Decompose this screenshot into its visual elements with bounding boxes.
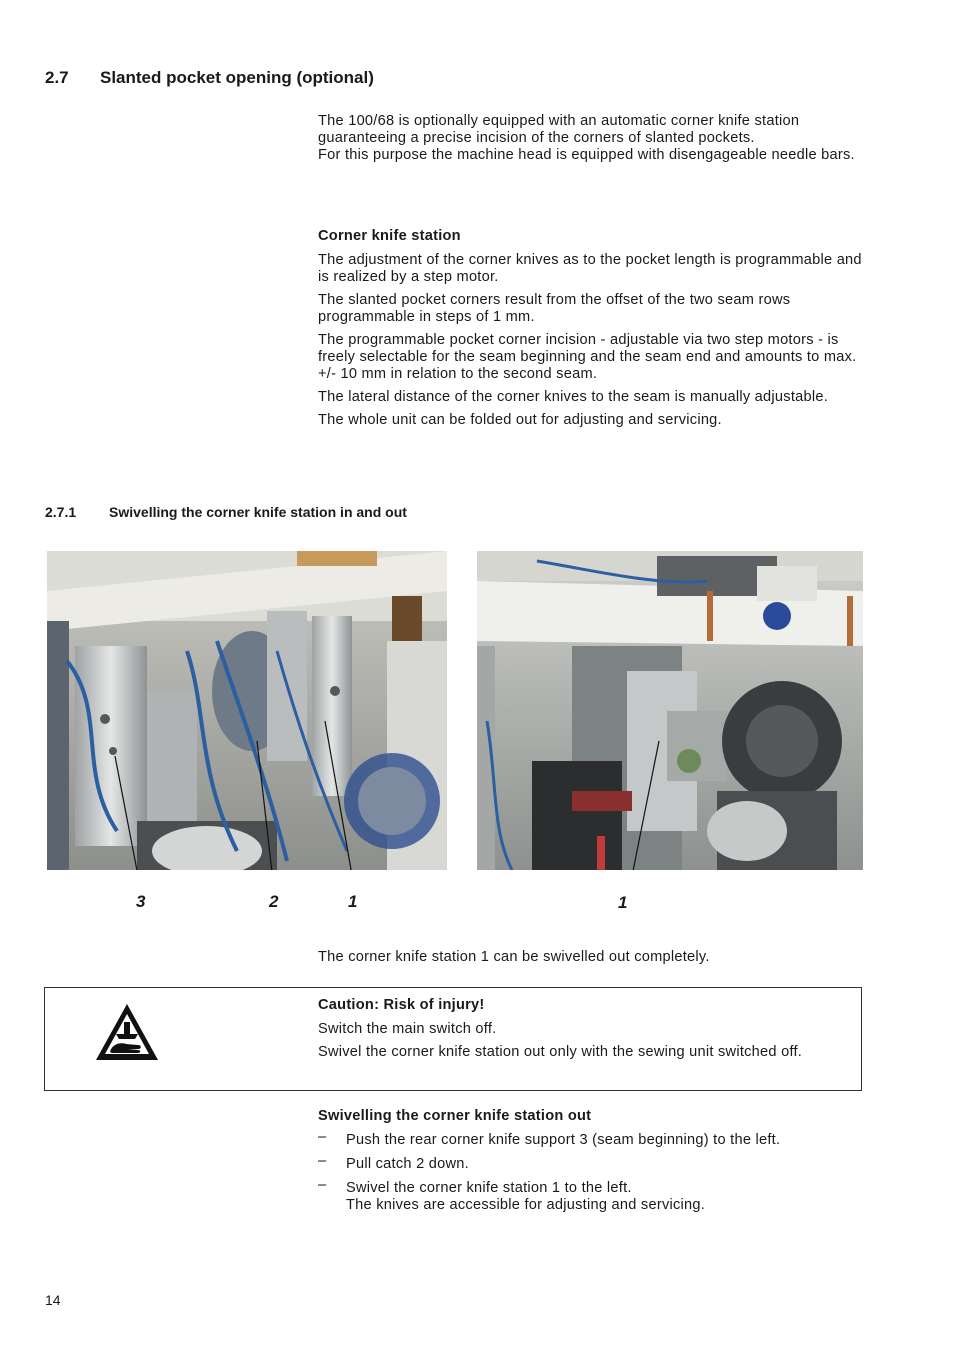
intro-text <box>318 113 868 164</box>
corner-knife-paragraph: The lateral distance of the corner knives to the seam is manually adjustable. <box>318 389 829 405</box>
caution-box <box>44 987 862 1091</box>
procedure-step <box>318 1129 868 1149</box>
procedure-heading: Swivelling the corner knife station out <box>318 1108 592 1124</box>
photo-right-machine <box>477 551 863 870</box>
corner-knife-paragraph: The adjustment of the corner knives as to the pocket length is programmable and is realized by a step motor. <box>318 252 862 285</box>
procedure-steps <box>318 1129 868 1214</box>
step-text: Push the rear corner knife support 3 (seam beginning) to the left. <box>346 1132 781 1148</box>
callout-label-1: 1 <box>348 892 358 911</box>
page-number: 14 <box>45 1292 61 1308</box>
subsection-number: 2.7.1 <box>45 504 77 520</box>
photo-left-machine <box>47 551 447 870</box>
intro-paragraph: The 100/68 is optionally equipped with an automatic corner knife station guaranteeing a precise incision of the corners of slanted pockets. <box>318 113 800 146</box>
intro-paragraph: For this purpose the machine head is equipped with disengageable needle bars. <box>318 147 855 163</box>
callout-label-1-right: 1 <box>618 893 628 912</box>
callout-label-3: 3 <box>136 892 146 911</box>
section-heading <box>45 68 374 88</box>
corner-knife-heading: Corner knife station <box>318 228 461 244</box>
callout-label-2: 2 <box>269 892 279 911</box>
section-number: 2.7 <box>45 68 69 87</box>
procedure-section <box>318 1108 868 1221</box>
procedure-step <box>318 1153 868 1173</box>
caution-line: Swivel the corner knife station out only with the sewing unit switched off. <box>318 1044 803 1060</box>
corner-knife-paragraph: The slanted pocket corners result from the offset of the two seam rows programmable in steps of 1 mm. <box>318 292 791 325</box>
corner-knife-section <box>318 228 868 435</box>
corner-knife-paragraph: The whole unit can be folded out for adjusting and servicing. <box>318 412 722 428</box>
caution-title: Caution: Risk of injury! <box>318 997 485 1013</box>
dash-marker: – <box>318 1177 327 1193</box>
dash-marker: – <box>318 1129 327 1145</box>
procedure-step <box>318 1177 868 1214</box>
figure-caption: The corner knife station 1 can be swivelled out completely. <box>318 949 710 965</box>
hand-injury-warning-icon <box>94 1002 160 1067</box>
subsection-heading <box>45 504 407 520</box>
caution-text <box>318 997 848 1067</box>
dash-marker: – <box>318 1153 327 1169</box>
step-note: The knives are accessible for adjusting and servicing. <box>346 1197 706 1213</box>
subsection-title: Swivelling the corner knife station in and out <box>109 504 407 520</box>
section-title: Slanted pocket opening (optional) <box>100 68 374 87</box>
caution-line: Switch the main switch off. <box>318 1021 497 1037</box>
step-text: Pull catch 2 down. <box>346 1156 469 1172</box>
step-text: Swivel the corner knife station 1 to the left. <box>346 1180 632 1196</box>
corner-knife-paragraph: The programmable pocket corner incision - adjustable via two step motors - is freely selectable for the seam beginning and the seam end and amounts to max. +/- 10 mm in relation to the second seam. <box>318 332 857 382</box>
